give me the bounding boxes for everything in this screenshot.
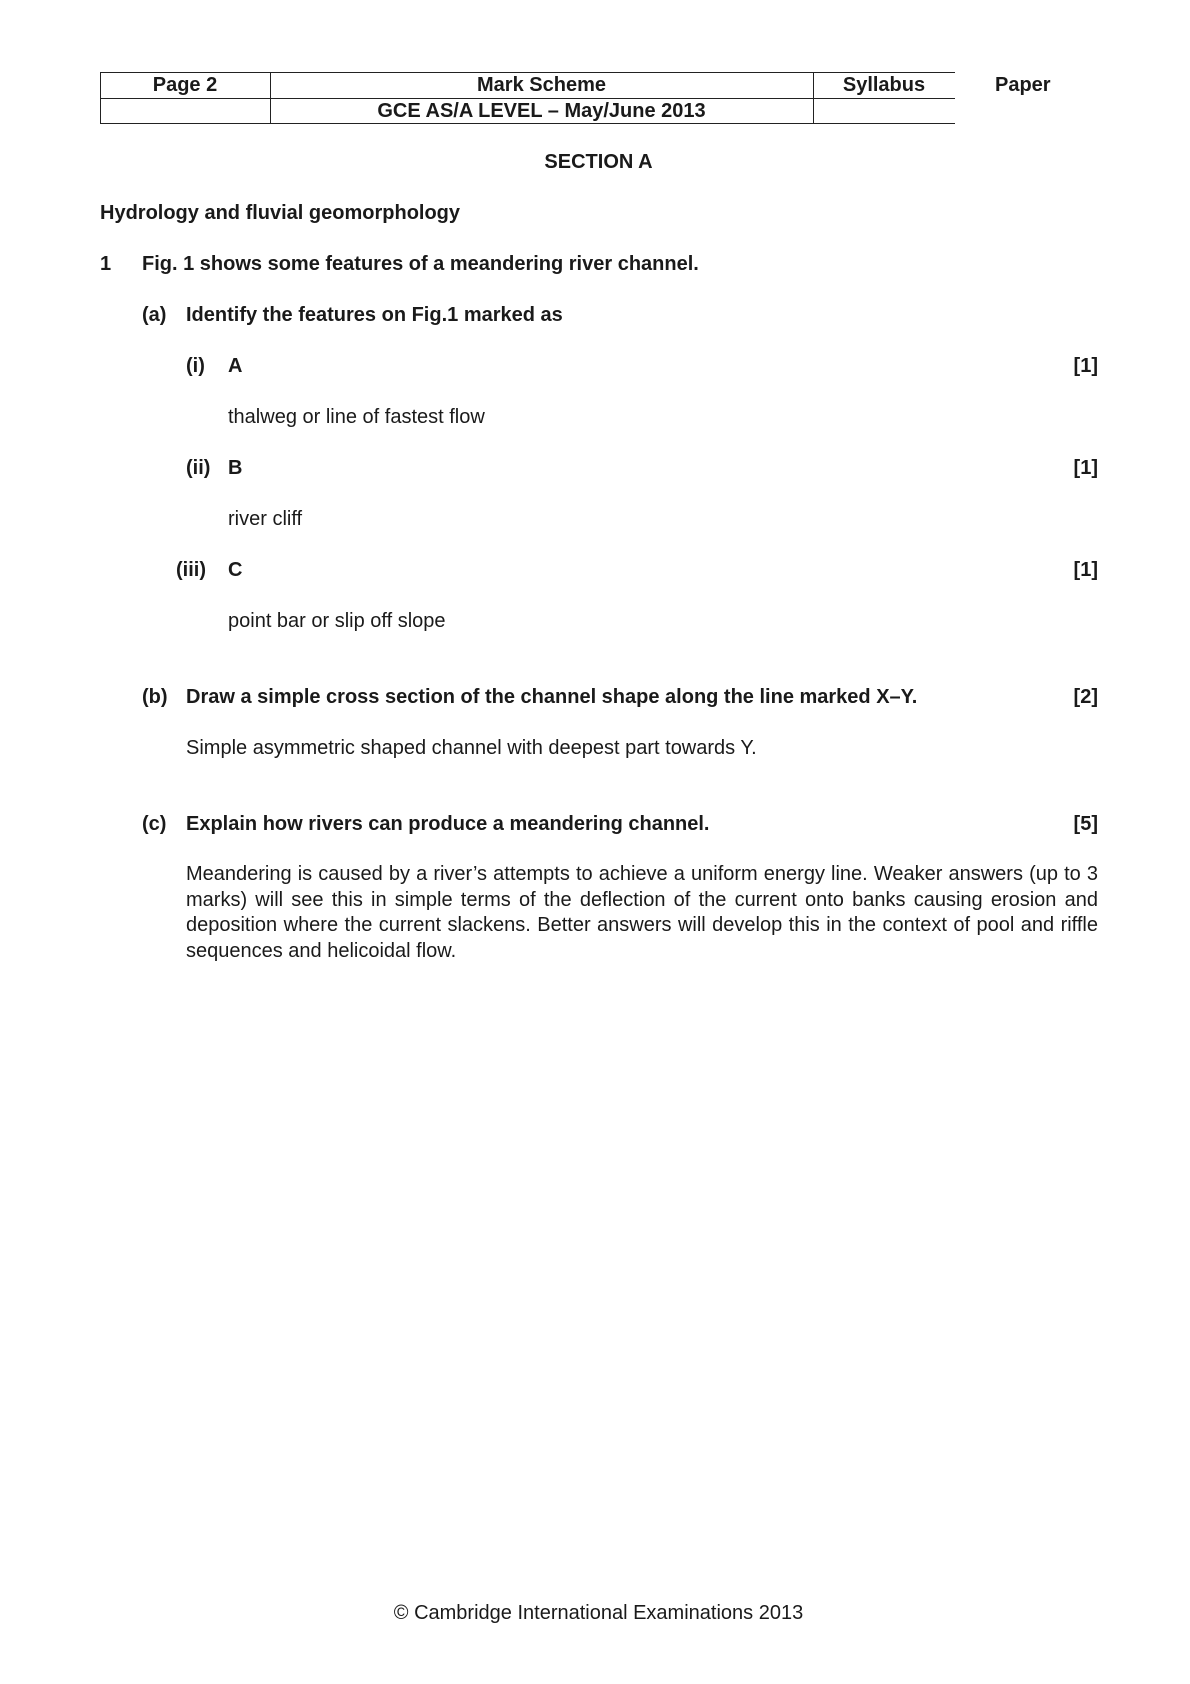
item-ii-marks: [1] [1073, 457, 1098, 479]
item-iii-label: (iii) [176, 559, 206, 581]
header-page: Page 2 [152, 74, 218, 96]
item-ii-label: (ii) [186, 457, 211, 479]
header-paper: Paper [995, 74, 1051, 96]
item-ii-letter: B [228, 457, 243, 479]
part-a-prompt: Identify the features on Fig.1 marked as [186, 304, 563, 326]
part-b-answer: Simple asymmetric shaped channel with deepest part towards Y. [186, 737, 757, 759]
part-c-answer: Meandering is caused by a river’s attempts to achieve a uniform energy line. Weaker answers (up to 3 marks) will see this in simple terms of the deflection of the current onto banks causing erosion and deposition where the current slackens. Better answers will develop this in the context of pool and riffle sequences and helicoidal flow. [186, 863, 1098, 962]
part-c-label: (c) [142, 813, 167, 835]
item-i-letter: A [228, 355, 243, 377]
part-c-marks: [5] [1073, 813, 1098, 835]
item-iii-letter: C [228, 559, 243, 581]
part-b-label: (b) [142, 686, 168, 708]
header-exam: GCE AS/A LEVEL – May/June 2013 [377, 100, 706, 122]
item-i-marks: [1] [1073, 355, 1098, 377]
item-iii-answer: point bar or slip off slope [228, 610, 446, 632]
header-table [100, 72, 955, 124]
topic-heading: Hydrology and fluvial geomorphology [100, 202, 461, 224]
part-b-prompt: Draw a simple cross section of the channel shape along the line marked X–Y. [186, 686, 918, 708]
part-a-label: (a) [142, 304, 167, 326]
part-b-marks: [2] [1073, 686, 1098, 708]
question-stem: Fig. 1 shows some features of a meandering river channel. [142, 253, 699, 275]
header-doc-title: Mark Scheme [477, 74, 606, 96]
header-syllabus: Syllabus [842, 74, 926, 96]
footer-copyright: © Cambridge International Examinations 2013 [393, 1602, 804, 1624]
part-c-prompt: Explain how rivers can produce a meandering channel. [186, 813, 710, 835]
item-i-answer: thalweg or line of fastest flow [228, 406, 485, 428]
item-i-label: (i) [186, 355, 205, 377]
question-number: 1 [100, 253, 112, 275]
item-ii-answer: river cliff [228, 508, 303, 530]
item-iii-marks: [1] [1073, 559, 1098, 581]
section-title: SECTION A [544, 151, 653, 173]
